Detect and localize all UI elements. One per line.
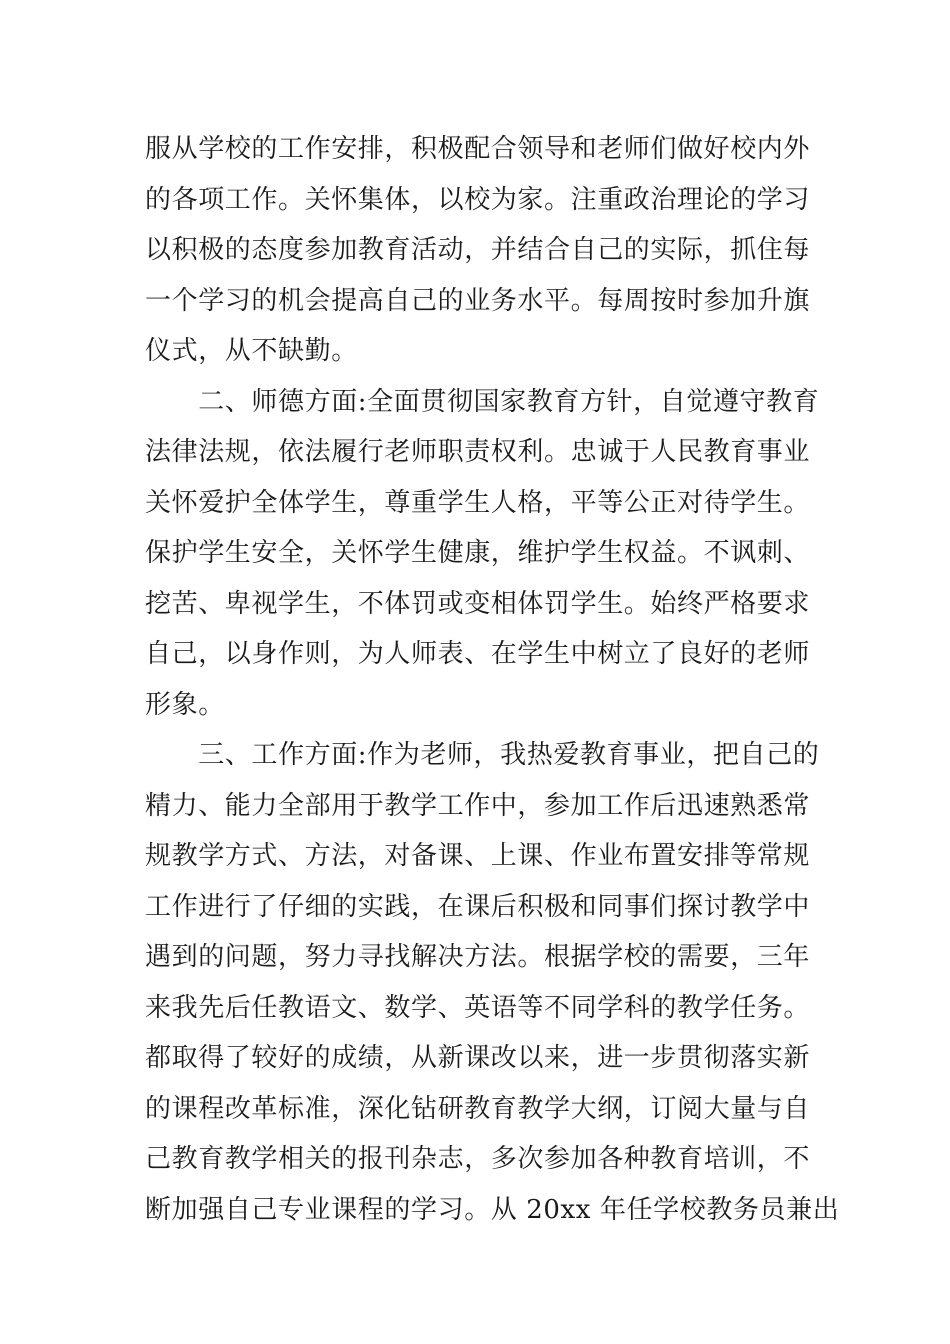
text-line: 遇到的问题，努力寻找解决方法。根据学校的需要，三年 <box>145 942 811 972</box>
text-line: 一个学习的机会提高自己的业务水平。每周按时参加升旗 <box>145 285 811 316</box>
section-two-first-line: 二、师德方面:全面贯彻国家教育方针，自觉遵守教育 <box>145 386 820 417</box>
text-line: 挖苦、卑视学生，不体罚或变相体罚学生。始终严格要求 <box>145 588 811 619</box>
body-text <box>145 124 840 1235</box>
text-line: 服从学校的工作安排，积极配合领导和老师们做好校内外 <box>145 134 811 164</box>
text-line: 仪式，从不缺勤。 <box>145 336 358 366</box>
text-line: 以积极的态度参加教育活动，并结合自己的实际，抓住每 <box>145 235 811 265</box>
text-line: 规教学方式、方法，对备课、上课、作业布置安排等常规 <box>145 841 811 871</box>
text-line: 来我先后任教语文、数学、英语等不同学科的教学任务。 <box>145 992 811 1023</box>
text-line: 精力、能力全部用于教学工作中，参加工作后迅速熟悉常 <box>145 790 811 821</box>
text-line: 自己，以身作则，为人师表、在学生中树立了良好的老师 <box>145 639 811 669</box>
text-line: 法律法规，依法履行老师职责权利。忠诚于人民教育事业 <box>145 437 811 467</box>
section-three-first-line: 三、工作方面:作为老师，我热爱教育事业，把自己的 <box>145 740 820 770</box>
text-line: 己教育教学相关的报刊杂志，多次参加各种教育培训，不 <box>145 1144 811 1174</box>
text-line: 的各项工作。关怀集体，以校为家。注重政治理论的学习 <box>145 184 811 215</box>
text-line: 保护学生安全，关怀学生健康，维护学生权益。不讽刺、 <box>145 538 811 568</box>
text-line: 形象。 <box>145 689 225 720</box>
text-line: 断加强自己专业课程的学习。从 20xx 年任学校教务员兼出 <box>145 1194 840 1225</box>
text-line: 的课程改革标准，深化钻研教育教学大纲，订阅大量与自 <box>145 1093 811 1124</box>
text-line: 关怀爱护全体学生，尊重学生人格，平等公正对待学生。 <box>145 487 811 518</box>
text-line: 都取得了较好的成绩，从新课改以来，进一步贯彻落实新 <box>145 1043 811 1073</box>
text-line: 工作进行了仔细的实践，在课后积极和同事们探讨教学中 <box>145 891 811 922</box>
